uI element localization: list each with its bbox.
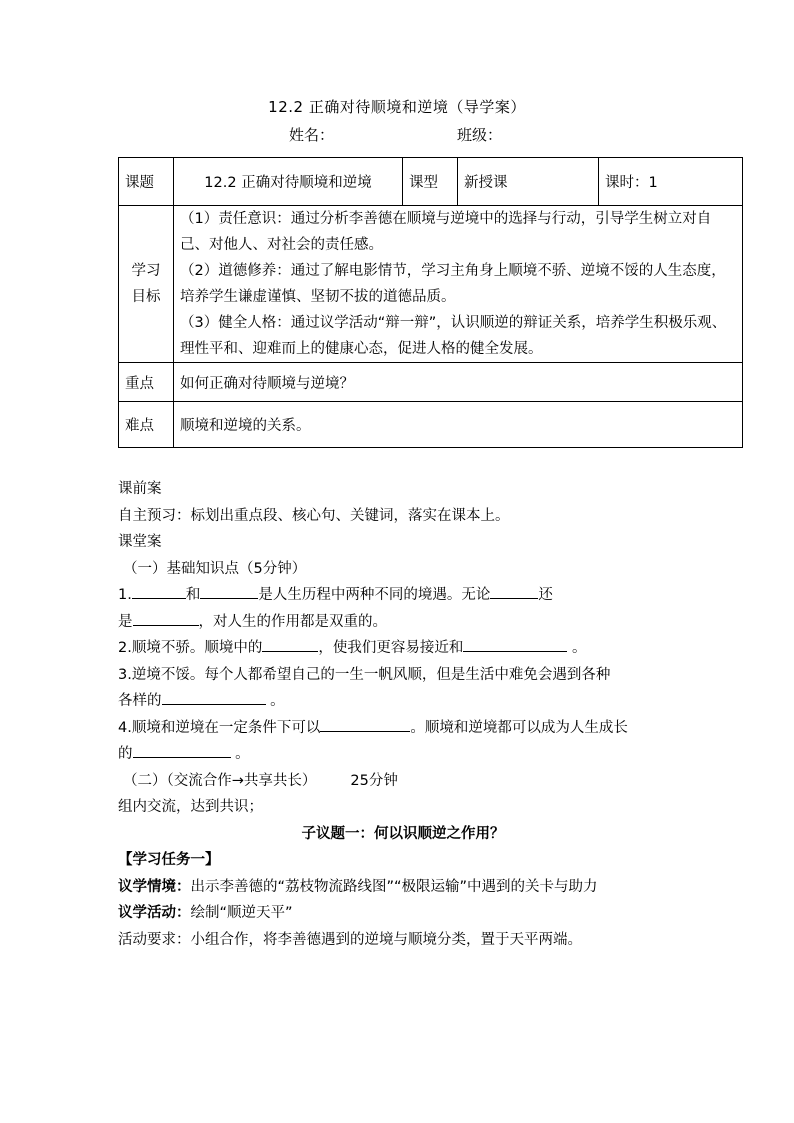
q2-text: 。 xyxy=(571,640,587,656)
question-1 xyxy=(118,582,688,609)
worksheet-body xyxy=(118,476,688,953)
topic-label: 课题 xyxy=(119,158,174,206)
q4-text: 4.顺境和逆境在一定条件下可以 xyxy=(118,719,321,736)
goal-item: （2）道德修养：通过了解电影情节，学习主角身上顺境不骄、逆境不馁的人生态度，培养学生谦虚谨慎、坚韧不拔的道德品质。 xyxy=(180,263,726,305)
question-4 xyxy=(118,715,688,742)
q3-text: 各样的 xyxy=(118,693,162,709)
lesson-info-table xyxy=(118,157,743,448)
table-row xyxy=(119,206,743,363)
group-text: 组内交流，达到共识； xyxy=(118,799,263,815)
question-2 xyxy=(118,635,688,662)
table-row xyxy=(119,363,743,402)
name-label: 姓名： xyxy=(289,126,335,144)
key-point-label: 重点 xyxy=(119,363,174,402)
table-row xyxy=(119,402,743,448)
fill-blank[interactable] xyxy=(133,611,199,626)
q1-text: ，对人生的作用都是双重的。 xyxy=(198,613,387,630)
class-label: 班级： xyxy=(457,126,503,144)
requirement-text: 活动要求：小组合作，将李善德遇到的逆境与顺境分类，置于天平两端。 xyxy=(118,931,582,948)
question-4-cont xyxy=(118,741,688,768)
goals-content xyxy=(174,206,743,363)
goal-item: （1）责任意识：通过分析李善德在顺境与逆境中的选择与行动，引导学生树立对自己、对他人、对社会的责任感。 xyxy=(180,211,712,253)
topic-value: 12.2 正确对待顺境和逆境 xyxy=(174,158,403,206)
q4-text: 的 xyxy=(118,746,133,762)
fill-blank[interactable] xyxy=(262,637,318,652)
situation-label: 议学情境： xyxy=(118,878,191,895)
question-1-cont xyxy=(118,609,688,636)
q1-text: 是人生历程中两种不同的境遇。无论 xyxy=(258,587,491,603)
q2-text: 2.顺境不骄。顺境中的 xyxy=(118,640,263,656)
situation-text xyxy=(118,874,688,901)
q4-text: 。顺境和逆境都可以成为人生成长 xyxy=(410,719,628,736)
task-heading: 【学习任务一】 xyxy=(118,852,220,868)
key-point-text: 如何正确对待顺境与逆境？ xyxy=(174,363,743,402)
q4-text: 。 xyxy=(235,746,250,762)
part1-heading: （一）基础知识点（5分钟） xyxy=(123,560,307,577)
activity-text xyxy=(118,900,688,927)
fill-blank[interactable] xyxy=(490,584,538,599)
goals-label-line: 目标 xyxy=(131,289,161,305)
fill-blank[interactable] xyxy=(162,690,266,705)
fill-blank[interactable] xyxy=(133,743,231,758)
type-value: 新授课 xyxy=(458,158,599,206)
self-study-text: 自主预习：标划出重点段、核心句、关键词，落实在课本上。 xyxy=(118,507,510,524)
document-title: 12.2 正确对待顺境和逆境（导学案） xyxy=(268,98,526,116)
name-class-row xyxy=(289,124,503,145)
table-row xyxy=(119,158,743,206)
pre-class-heading: 课前案 xyxy=(118,481,162,497)
fill-blank[interactable] xyxy=(320,717,410,732)
fill-blank[interactable] xyxy=(463,637,567,652)
q2-text: ，使我们更容易接近和 xyxy=(318,640,464,656)
question-3: 3.逆境不馁。每个人都希望自己的一生一帆风顺，但是生活中难免会遇到各种 xyxy=(118,666,611,683)
goals-label xyxy=(119,206,174,363)
difficulty-text: 顺境和逆境的关系。 xyxy=(174,402,743,448)
q1-text: 还 xyxy=(538,587,553,603)
part2-time: 25分钟 xyxy=(350,772,398,789)
question-3-cont xyxy=(118,688,688,715)
q1-text: 1. xyxy=(118,587,132,603)
q1-text: 是 xyxy=(118,613,133,630)
period-value: 课时：1 xyxy=(599,158,743,206)
in-class-heading: 课堂案 xyxy=(118,534,162,550)
part2-title: （二）（交流合作→共享共长） xyxy=(123,772,317,789)
fill-blank[interactable] xyxy=(200,584,258,599)
goal-item: （3）健全人格：通过议学活动“辩一辩”，认识顺逆的辩证关系，培养学生积极乐观、理性平和、迎难而上的健康心态，促进人格的健全发展。 xyxy=(180,315,727,357)
difficulty-label: 难点 xyxy=(119,402,174,448)
part2-heading xyxy=(118,768,688,795)
type-label: 课型 xyxy=(403,158,458,206)
q3-text: 。 xyxy=(270,693,285,709)
fill-blank[interactable] xyxy=(132,584,186,599)
activity-label-bold: 议学活动： xyxy=(118,905,191,921)
sub-topic-heading: 子议题一：何以识顺逆之作用？ xyxy=(301,825,505,842)
activity-content: 议学活动：绘制“顺逆天平” xyxy=(118,905,293,921)
q1-text: 和 xyxy=(185,587,201,603)
goals-label-line: 学习 xyxy=(131,263,161,279)
situation-content: 出示李善德的“荔枝物流路线图”“极限运输”中遇到的关卡与助力 xyxy=(190,878,598,895)
